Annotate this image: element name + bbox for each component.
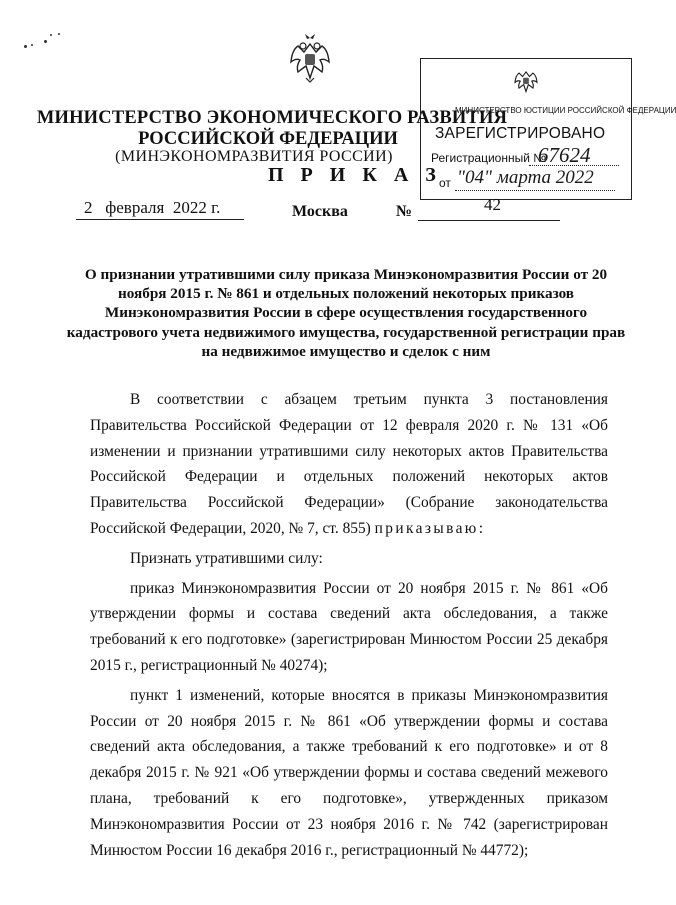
stamp-date: "04" марта 2022	[457, 167, 594, 188]
order-body	[90, 387, 608, 863]
ministry-country: РОССИЙСКОЙ ФЕДЕРАЦИИ	[138, 129, 398, 149]
stamp-date-label: от	[439, 176, 451, 190]
stamp-number: 67624	[538, 143, 591, 167]
order-title: О признании утратившими силу приказа Минэкономразвития России от 20 ноября 2015 г. № 861 и отдельных положений некоторых приказов Минэкономразвития России в сфере осуществления государственного кадастрового учета недвижимого имущества, государственной регистрации прав на недвижимое имущество и сделок с ним	[66, 266, 626, 360]
ministry-name: МИНИСТЕРСТВО ЭКОНОМИЧЕСКОГО РАЗВИТИЯ	[36, 108, 508, 128]
order-city: Москва	[292, 203, 348, 220]
body-paragraph: пункт 1 изменений, которые вносятся в приказы Минэкономразвития России от 20 ноября 2015 г. № 861 «Об утверждении формы и состава сведений акта обследования, а также требований к его подготовке» и от 8 декабря 2015 г. № 921 «Об утверждении формы и состава сведений межевого плана, требований к его подготовке», утвержденных приказом Минэкономразвития России от 23 ноября 2016 г. № 742 (зарегистрирован Минюстом России 16 декабря 2016 г., регистрационный № 44772);	[90, 686, 608, 859]
order-date-line	[76, 219, 244, 220]
stamp-number-label: Регистрационный №	[431, 151, 547, 165]
coat-of-arms-icon	[288, 32, 332, 84]
stamp-date-line	[455, 190, 615, 191]
stamp-status: ЗАРЕГИСТРИРОВАНО	[435, 125, 606, 142]
preamble-text: В соответствии с абзацем третьим пункта 3 постановления Правительства Российской Федерации от 12 февраля 2020 г. № 131 «Об изменении и признании утратившими силу некоторых актов Правительства Российской Федерации и отдельных положений некоторых актов Правительства Российской Федерации» (Собрание законодательства Российской Федерации, 2020, № 7, ст. 855)	[90, 391, 608, 537]
order-date: 2 февраля 2022 г.	[84, 198, 221, 217]
scan-speck	[31, 44, 33, 46]
stamp-organization: МИНИСТЕРСТВО ЮСТИЦИИ РОССИЙСКОЙ ФЕДЕРАЦИИ	[455, 106, 676, 115]
scan-speck	[24, 45, 27, 48]
ministry-short-name: (МИНЭКОНОМРАЗВИТИЯ РОССИИ)	[115, 148, 393, 165]
document-type: П Р И К А З	[268, 164, 442, 186]
order-number-line	[418, 220, 560, 221]
scan-speck	[58, 33, 60, 35]
order-number: 42	[484, 195, 501, 214]
preamble-paragraph	[90, 387, 608, 542]
body-paragraph: Признать утратившими силу:	[130, 549, 323, 567]
coat-of-arms-icon	[513, 65, 539, 95]
order-number-label: №	[396, 203, 413, 220]
registration-stamp	[420, 58, 676, 200]
body-paragraph: приказ Минэкономразвития России от 20 ноября 2015 г. № 861 «Об утверждении формы и состава сведений акта обследования, а также требований к его подготовке» (зарегистрирован Минюстом России 25 декабря 2015 г., регистрационный № 40274);	[90, 579, 608, 674]
scan-speck	[50, 34, 52, 36]
order-directive: приказываю:	[374, 519, 486, 537]
scan-speck	[44, 40, 47, 43]
